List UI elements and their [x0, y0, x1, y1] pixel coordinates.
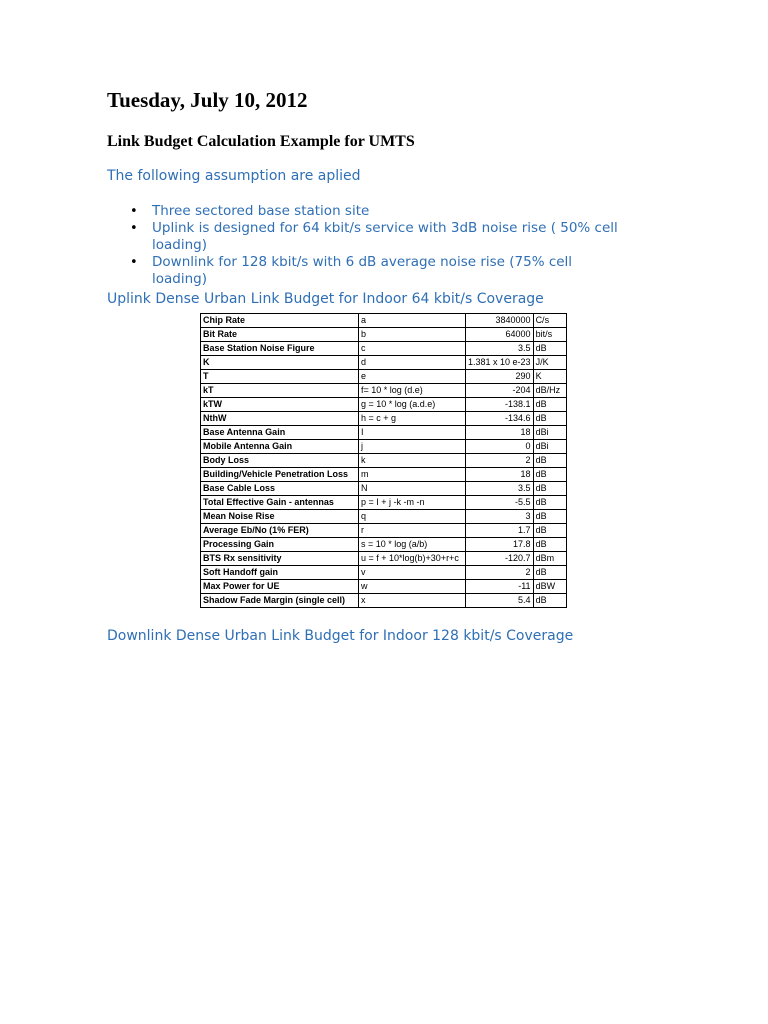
intro-text: The following assumption are aplied — [107, 168, 361, 184]
formula-cell: q — [359, 510, 466, 524]
unit-cell: dB — [533, 412, 566, 426]
table-row — [201, 356, 567, 370]
unit-cell: dB/Hz — [533, 384, 566, 398]
list-item-text: Three sectored base station site — [152, 203, 370, 219]
value-cell: 2 — [466, 454, 534, 468]
formula-cell: x — [359, 594, 466, 608]
unit-cell: dB — [533, 510, 566, 524]
param-cell: Soft Handoff gain — [201, 566, 359, 580]
unit-cell: dB — [533, 454, 566, 468]
param-cell: Mean Noise Rise — [201, 510, 359, 524]
value-cell: 5.4 — [466, 594, 534, 608]
list-item-text: Uplink is designed for 64 kbit/s service with 3dB noise rise ( 50% cell loading) — [152, 220, 618, 253]
table-row — [201, 314, 567, 328]
formula-cell: c — [359, 342, 466, 356]
param-cell: Shadow Fade Margin (single cell) — [201, 594, 359, 608]
formula-cell: N — [359, 482, 466, 496]
unit-cell: K — [533, 370, 566, 384]
value-cell: 3.5 — [466, 482, 534, 496]
unit-cell: dBi — [533, 426, 566, 440]
param-cell: Base Station Noise Figure — [201, 342, 359, 356]
list-item — [130, 254, 630, 288]
formula-cell: j — [359, 440, 466, 454]
table-row — [201, 426, 567, 440]
formula-cell: m — [359, 468, 466, 482]
unit-cell: C/s — [533, 314, 566, 328]
param-cell: Base Cable Loss — [201, 482, 359, 496]
unit-cell: dB — [533, 468, 566, 482]
table-row — [201, 370, 567, 384]
value-cell: 18 — [466, 426, 534, 440]
value-cell: -138.1 — [466, 398, 534, 412]
bullet-icon: • — [130, 221, 138, 236]
formula-cell: r — [359, 524, 466, 538]
list-item — [130, 220, 630, 254]
value-cell: 1.7 — [466, 524, 534, 538]
formula-cell: p = I + j -k -m -n — [359, 496, 466, 510]
value-cell: 3840000 — [466, 314, 534, 328]
value-cell: 18 — [466, 468, 534, 482]
value-cell: 3 — [466, 510, 534, 524]
list-item-text: Downlink for 128 kbit/s with 6 dB average noise rise (75% cell loading) — [152, 254, 573, 287]
link-budget-table — [200, 313, 567, 608]
formula-cell: g = 10 * log (a.d.e) — [359, 398, 466, 412]
value-cell: 2 — [466, 566, 534, 580]
formula-cell: w — [359, 580, 466, 594]
post-title: Link Budget Calculation Example for UMTS — [107, 133, 415, 150]
param-cell: Body Loss — [201, 454, 359, 468]
downlink-caption: Downlink Dense Urban Link Budget for Indoor 128 kbit/s Coverage — [107, 628, 574, 644]
table-row — [201, 384, 567, 398]
formula-cell: b — [359, 328, 466, 342]
table-row — [201, 496, 567, 510]
table-row — [201, 482, 567, 496]
param-cell: Mobile Antenna Gain — [201, 440, 359, 454]
formula-cell: a — [359, 314, 466, 328]
param-cell: kT — [201, 384, 359, 398]
value-cell: -120.7 — [466, 552, 534, 566]
formula-cell: f= 10 * log (d.e) — [359, 384, 466, 398]
formula-cell: k — [359, 454, 466, 468]
unit-cell: dB — [533, 342, 566, 356]
table-row — [201, 510, 567, 524]
uplink-caption: Uplink Dense Urban Link Budget for Indoor 64 kbit/s Coverage — [107, 291, 544, 307]
param-cell: BTS Rx sensitivity — [201, 552, 359, 566]
list-item — [130, 203, 630, 220]
unit-cell: dB — [533, 496, 566, 510]
param-cell: Chip Rate — [201, 314, 359, 328]
param-cell: Total Effective Gain - antennas — [201, 496, 359, 510]
param-cell: Base Antenna Gain — [201, 426, 359, 440]
table-row — [201, 454, 567, 468]
formula-cell: h = c + g — [359, 412, 466, 426]
unit-cell: dB — [533, 566, 566, 580]
unit-cell: dB — [533, 398, 566, 412]
value-cell: 64000 — [466, 328, 534, 342]
unit-cell: dB — [533, 482, 566, 496]
value-cell: -134.6 — [466, 412, 534, 426]
table-row — [201, 538, 567, 552]
param-cell: Processing Gain — [201, 538, 359, 552]
param-cell: Bit Rate — [201, 328, 359, 342]
formula-cell: u = f + 10*log(b)+30+r+c — [359, 552, 466, 566]
param-cell: Building/Vehicle Penetration Loss — [201, 468, 359, 482]
unit-cell: dBW — [533, 580, 566, 594]
table-row — [201, 342, 567, 356]
formula-cell: I — [359, 426, 466, 440]
unit-cell: dB — [533, 524, 566, 538]
value-cell: 290 — [466, 370, 534, 384]
param-cell: K — [201, 356, 359, 370]
value-cell: 3.5 — [466, 342, 534, 356]
param-cell: NthW — [201, 412, 359, 426]
value-cell: -11 — [466, 580, 534, 594]
unit-cell: dB — [533, 538, 566, 552]
assumption-list — [130, 203, 630, 288]
formula-cell: v — [359, 566, 466, 580]
table-row — [201, 468, 567, 482]
table-row — [201, 440, 567, 454]
param-cell: kTW — [201, 398, 359, 412]
value-cell: 17.8 — [466, 538, 534, 552]
unit-cell: dBi — [533, 440, 566, 454]
unit-cell: dBm — [533, 552, 566, 566]
formula-cell: d — [359, 356, 466, 370]
table-row — [201, 398, 567, 412]
bullet-icon: • — [130, 204, 138, 219]
table-row — [201, 524, 567, 538]
table-row — [201, 328, 567, 342]
formula-cell: e — [359, 370, 466, 384]
value-cell: 1.381 x 10 e-23 — [466, 356, 534, 370]
post-date: Tuesday, July 10, 2012 — [107, 88, 308, 112]
table-row — [201, 552, 567, 566]
unit-cell: dB — [533, 594, 566, 608]
formula-cell: s = 10 * log (a/b) — [359, 538, 466, 552]
unit-cell: bit/s — [533, 328, 566, 342]
param-cell: Max Power for UE — [201, 580, 359, 594]
param-cell: T — [201, 370, 359, 384]
unit-cell: J/K — [533, 356, 566, 370]
value-cell: -5.5 — [466, 496, 534, 510]
param-cell: Average Eb/No (1% FER) — [201, 524, 359, 538]
value-cell: 0 — [466, 440, 534, 454]
bullet-icon: • — [130, 255, 138, 270]
table-row — [201, 580, 567, 594]
table-row — [201, 566, 567, 580]
table-row — [201, 412, 567, 426]
table-row — [201, 594, 567, 608]
value-cell: -204 — [466, 384, 534, 398]
